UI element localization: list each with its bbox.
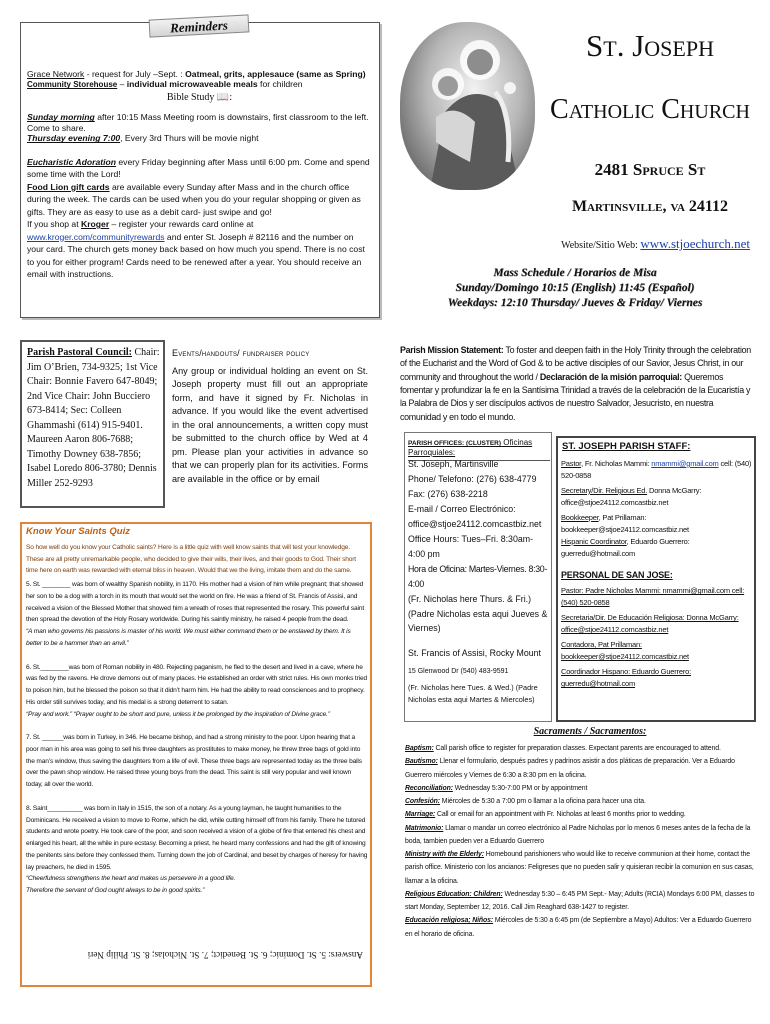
- sf-address: 15 Glenwood Dr (540) 483-9591: [408, 667, 509, 675]
- sacrament-item: [405, 914, 757, 941]
- quiz-q7: 7. St. ______was born in Turkey, in 346. He became bishop, and had a strong ministry to the poor. Upon hearing that a poor man in his area was going to sell his three daughters as prostitutes to make money, he threw three bags of gold into the man’s window, thus saving the daughters from a life of evil. These three bags are represented today as the three balls over the pawn shop window. He raised three young boys from the dead. This saint is still very popular and well known today, all over the world.: [26, 734, 362, 789]
- quiz-q6-quote: “Pray and work.” “Prayer ought to be short and pure, unless it be prolonged by the inspiration of Divine grace.”: [26, 710, 330, 718]
- mission-text: To foster and deepen faith in the Holy Trinity through the celebration of the Eucharist and the Word of God & to be active disciples of our Savior, Jesus Christ, in our community and throughout the world /: [400, 345, 751, 382]
- sacrament-item: [405, 888, 757, 915]
- website-label: Website/Sitio Web:: [561, 240, 641, 251]
- sj-hora: Hora de Oficina: Martes-Viernes. 8:30-4:00: [408, 563, 548, 589]
- quiz-q8: 8. Saint__________ was born in Italy in 1515, the son of a notary. As a young layman, he taught humanities to the Dominicans. He received a vision to move to Rome, which he did, while cutting himself off from his family. There he tutored students and wrote poetry. He took care of the poor, and soon received a vision of a globe of fire that entered his chest and enlarged his heart, all the while in pure ecstasy. Becoming a priest, he heard many confessions and had the gift of knowing the penitents sins before they confessed them. Turning down the job of Cardinal, and beset by charges of heresy for having lay preachers, he died in 1595.: [26, 804, 368, 871]
- council-text: [27, 346, 161, 491]
- saint-joseph-with-child-image: [400, 22, 535, 190]
- events-title: Events/handouts/ fundraiser policy: [172, 348, 310, 358]
- secretary-email[interactable]: office@stjoe24112.comcastbiz.net: [561, 498, 669, 507]
- contadora-es: Contadora, Pat Prillaman: bookkeeper@stjoe24112.comcastbiz.net: [561, 640, 689, 662]
- sacrament-item: [405, 808, 757, 821]
- sacrament-text: Call or email for an appointment with Fr. Nicholas at least 6 months prior to wedding.: [435, 811, 686, 819]
- mass-title: Mass Schedule / Horarios de Misa: [493, 267, 657, 279]
- quiz-q6: 6. St.________was born of Roman nobility in 480. Rejecting paganism, he fled to the desert and lived in a cave, where he was fed by the ravens. He drove demons out of many places. He established an order with strict rules. His own monks tried to poison him, but he blessed the poison so that it didn’t harm him. He had the ability to read consciences and to prophecy. His order still survives today, and his medal is a strong deterrent to satan.: [26, 663, 368, 706]
- sacraments-title: Sacraments / Sacramentos:: [533, 726, 647, 737]
- quiz-box: [20, 522, 372, 987]
- sacrament-label: Marriage:: [405, 811, 436, 819]
- sf-name: St. Francis of Assisi, Rocky Mount: [408, 648, 541, 658]
- pastor-cell: cell: (540) 520-0858: [561, 459, 752, 480]
- sj-email[interactable]: office@stjoe24112.comcastbiz.net: [408, 518, 542, 529]
- sacrament-label: Educación religiosa; Niños:: [405, 917, 494, 925]
- sacrament-label: Bautismo:: [405, 758, 438, 766]
- storehouse-dash: –: [117, 79, 127, 90]
- sacrament-item: [405, 782, 757, 795]
- mission-statement: [400, 344, 756, 424]
- staff-list: [561, 458, 753, 690]
- pastor-label: Pastor: [561, 459, 582, 468]
- staff-box: [556, 436, 756, 722]
- events-box: [170, 342, 370, 504]
- reminders-body: [27, 69, 372, 280]
- sacrament-text: Miércoles de 5:30 a 7:00 pm o llamar a la oficina para hacer una cita.: [439, 798, 646, 805]
- st-joseph-office: [408, 457, 550, 636]
- mass-weekdays: Weekdays: 12:10 Thursday/ Jueves & Friday/ Viernes: [447, 297, 703, 310]
- website-link[interactable]: www.stjoechurch.net: [640, 236, 750, 251]
- grace-network-label: Grace Network: [27, 69, 85, 79]
- sj-hours: Office Hours: Tues–Fri. 8:30am-4:00 pm: [408, 533, 533, 559]
- quiz-q5: 5. St. ________ was born of wealthy Spanish nobility, in 1170. His mother had a vision of him while pregnant; that showed her son to be a dog with a torch in its mouth that would set the world on fire. He was a friend of St. Francis of Assisi, and received a vision of the Blessed Mother that showed him a wreath of roses that represented the rosary. This powerful saint then spread the devotion of the Holy Rosary worldwide. During his saintly ministry, he raised 4 people from the dead.: [26, 581, 365, 624]
- sunday-label: Sunday morning: [27, 112, 95, 123]
- staff-title-es: PERSONAL DE SAN JOSE:: [561, 570, 673, 580]
- council-members: Chair: Jim O’Brien, 734-9325; 1st Vice Chair: Bonnie Favero 647-8049; 2nd Vice Chair: John Bucciero 673-8414; Sec: Colleen Ghammashi (614) 915-9401. Maureen Aaron 806-7688; Timothy Downey 638-7856; Isabel Loredo 806-3780; Dennis Miller 252-9293: [27, 347, 160, 489]
- sacrament-item: [405, 795, 757, 808]
- sacrament-item: [405, 742, 757, 755]
- secretary-label: Secretary/Dir. Religious Ed.: [561, 486, 648, 495]
- sacrament-item: [405, 822, 757, 849]
- sacrament-label: Baptism:: [405, 745, 434, 752]
- church-website: [500, 236, 750, 252]
- sunday-text: after 10:15 Mass Meeting room is downstairs, first classroom to the left. Come to share.: [27, 112, 369, 133]
- sacrament-label: Matrimonio:: [405, 824, 444, 832]
- quiz-intro: So how well do you know your Catholic saints? Here is a little quiz with well know saints that will test your knowledge. These are all pretty unremarkable people, who decided to give their wills, their lives, and their goods to God. Their short time here on earth was rewarded with eternal bliss in heaven. Would that we the living, imitate them and do the same.: [26, 544, 356, 575]
- sj-phone: Phone/ Telefono: (276) 638-4779 Fax: (276) 638-2218: [408, 473, 537, 499]
- sf-note: (Fr. Nicholas here Tues. & Wed.) (Padre Nicholas esta aqui Martes & Miercoles): [408, 683, 538, 704]
- sj-email-label: E-mail / Correo Electrónico:: [408, 503, 516, 514]
- sacrament-label: Confesión:: [405, 798, 440, 805]
- offices-box: [404, 432, 552, 722]
- mass-sunday: Sunday/Domingo 10:15 (English) 11:45 (Español): [455, 282, 695, 295]
- st-francis-office: [408, 647, 550, 705]
- pastor-name: , Fr. Nicholas Mammi:: [581, 459, 652, 468]
- offices-heading-lead: PARISH OFFICES: (CLUSTER): [408, 440, 502, 447]
- thursday-label: Thursday evening 7:00: [27, 133, 121, 144]
- sacrament-label: Reconciliation:: [405, 784, 453, 792]
- kroger-text: – register your rewards card online at: [109, 219, 254, 230]
- quiz-q8-quote: “Cheerfulness strengthens the heart and makes us persevere in a good life. Therefore the servant of God ought always to be in good spirits.”: [26, 875, 236, 895]
- sacrament-text: Llenar el formulario, después padres y padrinos asistir a dos pláticas de preparación. Ver a Eduardo Guerrero miércoles y Viernes de 6:30 a 8:30 pm en la oficina.: [405, 758, 735, 779]
- thursday-text: , Every 3rd Thurs will be movie night: [120, 133, 259, 144]
- reminders-title-banner: [149, 14, 250, 37]
- events-text: Any group or individual holding an event on St. Joseph property must fill out an appropriate form, and have it signed by Fr. Nicholas in advance. If you would like the event advertised in the oral announcements, a written copy must be submitted to the church office by Wed at 4 pm. Please plan your activities in advance so that we can properly plan for its activities. Forms are available in the office or by email: [172, 366, 368, 484]
- bookkeeper-name: , Pat Prillaman:: [598, 513, 647, 522]
- sacrament-text: Miércoles de 5:30 a 6:45 pm (de Septiembre a Mayo) Adultos: Ver a Eduardo Guerrero en el horario de oficina.: [405, 917, 752, 938]
- sj-note: (Fr. Nicholas here Thurs. & Fri.) (Padre Nicholas esta aqui Jueves & Viernes): [408, 593, 548, 634]
- sacrament-text: Call parish office to register for preparation classes. Expectant parents are encouraged to attend.: [433, 745, 721, 752]
- bookkeeper-label: Bookkeeper: [561, 513, 599, 522]
- council-label: Parish Pastoral Council:: [27, 347, 132, 358]
- quiz-answers-upside-down: Answers: 5. St. Dominic; 6. St. Benedict; 7. St. Nicholas; 8. St. Philip Neri: [87, 950, 363, 961]
- adoration-text: every Friday beginning after Mass until 6:00 pm. Come and spend some time with the Lord!: [27, 156, 370, 180]
- mission-text-es: Queremos fomentar y profundizar la fe en la Santísima Trinidad a través de la celebración de la Eucaristía y la Palabra de Dios y ser discípulos activos de nuestro Salvador, Jesucristo, en nuestra comunidad y en todo el mundo.: [400, 371, 751, 422]
- kroger-rest: and enter St. Joseph # 82116 and the number on your card. The church gets money back based on how much you spend. There is no cost to you for either program! Cards need to be renewed after a year. You should receive an email with instructions.: [27, 231, 365, 279]
- staff-title: ST. JOSEPH PARISH STAFF:: [562, 441, 691, 452]
- quiz-body: [26, 542, 368, 897]
- sj-name: St. Joseph, Martinsville: [408, 459, 499, 469]
- reminders-box: [20, 17, 380, 318]
- sacrament-label: Religious Education: Children:: [405, 890, 503, 898]
- adoration-label: Eucharistic Adoration: [27, 156, 116, 167]
- food-lion-text: are available every Sunday after Mass and in the church office during the week. The cards can be used when you do your regular shopping or given as gifts. They are as easy to use as a debit card- just swipe and go!: [27, 181, 361, 217]
- sacraments-list: [405, 742, 757, 941]
- coordinador-es: Coordinador Hispano: Eduardo Guerrero: guerredu@hotmail.com: [561, 667, 691, 689]
- sacrament-label: Ministry with the Elderly:: [405, 851, 484, 858]
- council-box: [20, 340, 165, 508]
- church-name-line2: Catholic Church: [550, 94, 750, 125]
- grace-network-items: Oatmeal, grits, applesauce (same as Spring): [185, 69, 366, 79]
- kroger-label: Kroger: [80, 219, 110, 230]
- sacrament-item: [405, 848, 757, 888]
- sacrament-text: Wednesday 5:30 – 6:45 PM Sept.- May; Adults (RCIA) Mondays 6:00 PM, classes to start Monday, September 12, 2016. Call Jim Reaghard 638-1427 to register.: [405, 890, 755, 911]
- mass-schedule: [400, 266, 750, 312]
- grace-network-text: - request for July –Sept. :: [84, 69, 186, 79]
- sacrament-text: Wednesday 5:30-7:00 PM or by appointment: [452, 784, 588, 792]
- sacrament-text: Llamar o mandar un correo electrónico al Padre Nicholas por lo menos 6 meses antes de la fecha de la boda, tambien pueden ver a Eduardo Guerrero: [405, 824, 751, 845]
- secretaria-es: Secretaria/Dir. De Educación Religiosa: Donna McGarry: office@stjoe24112.comcastbiz.net: [561, 613, 739, 635]
- offices-heading-rest: Oficinas Parroquiales:: [408, 438, 533, 457]
- reminders-title: Reminders: [169, 17, 229, 36]
- pastor-es: Pastor: Padre Nicholas Mammi: nmammi@gmail.com cell: (540) 520-0858: [561, 586, 745, 608]
- kroger-pre: If you shop at: [27, 219, 81, 230]
- church-name-line1: St. Joseph: [586, 28, 714, 63]
- quiz-title: Know Your Saints Quiz: [26, 526, 130, 537]
- quiz-q5-quote: “A man who governs his passions is master of his world. We must either command them or be enslaved by them. It is better to be a hammer than an anvil.”: [26, 628, 351, 647]
- mission-label-es: Declaración de la misión parroquial:: [539, 371, 682, 382]
- storehouse-items: individual microwaveable meals: [126, 79, 258, 90]
- bible-study-heading: Bible Study 📖:: [166, 92, 233, 104]
- storehouse-rest: for children: [257, 79, 303, 90]
- kroger-link[interactable]: www.kroger.com/communityrewards: [27, 231, 165, 242]
- hispanic-label: Hispanic Coordinator: [561, 537, 627, 546]
- pastor-email[interactable]: nmammi@gmail.com: [651, 459, 719, 468]
- storehouse-label: Community Storehouse: [27, 80, 118, 90]
- hispanic-name: , Eduardo Guerrero: guerredu@hotmail.com: [561, 537, 690, 558]
- secretary-name: Donna McGarry:: [647, 486, 702, 495]
- sacrament-text: Homebound parishioners who would like to receive communion at their home, contact the parish office. Ministerio con los ancianos: Feligreses que no pueden salir y quisieran recibir la comunion en sus casas, llamar a la oficina.: [405, 851, 754, 885]
- food-lion-label: Food Lion gift cards: [27, 181, 110, 192]
- mission-label: Parish Mission Statement:: [400, 345, 504, 355]
- bookkeeper-email[interactable]: bookkeeper@stjoe24112.comcastbiz.net: [561, 525, 689, 534]
- sacrament-item: [405, 755, 757, 782]
- church-street: 2481 Spruce St: [594, 160, 706, 179]
- church-city: Martinsville, va 24112: [571, 198, 729, 215]
